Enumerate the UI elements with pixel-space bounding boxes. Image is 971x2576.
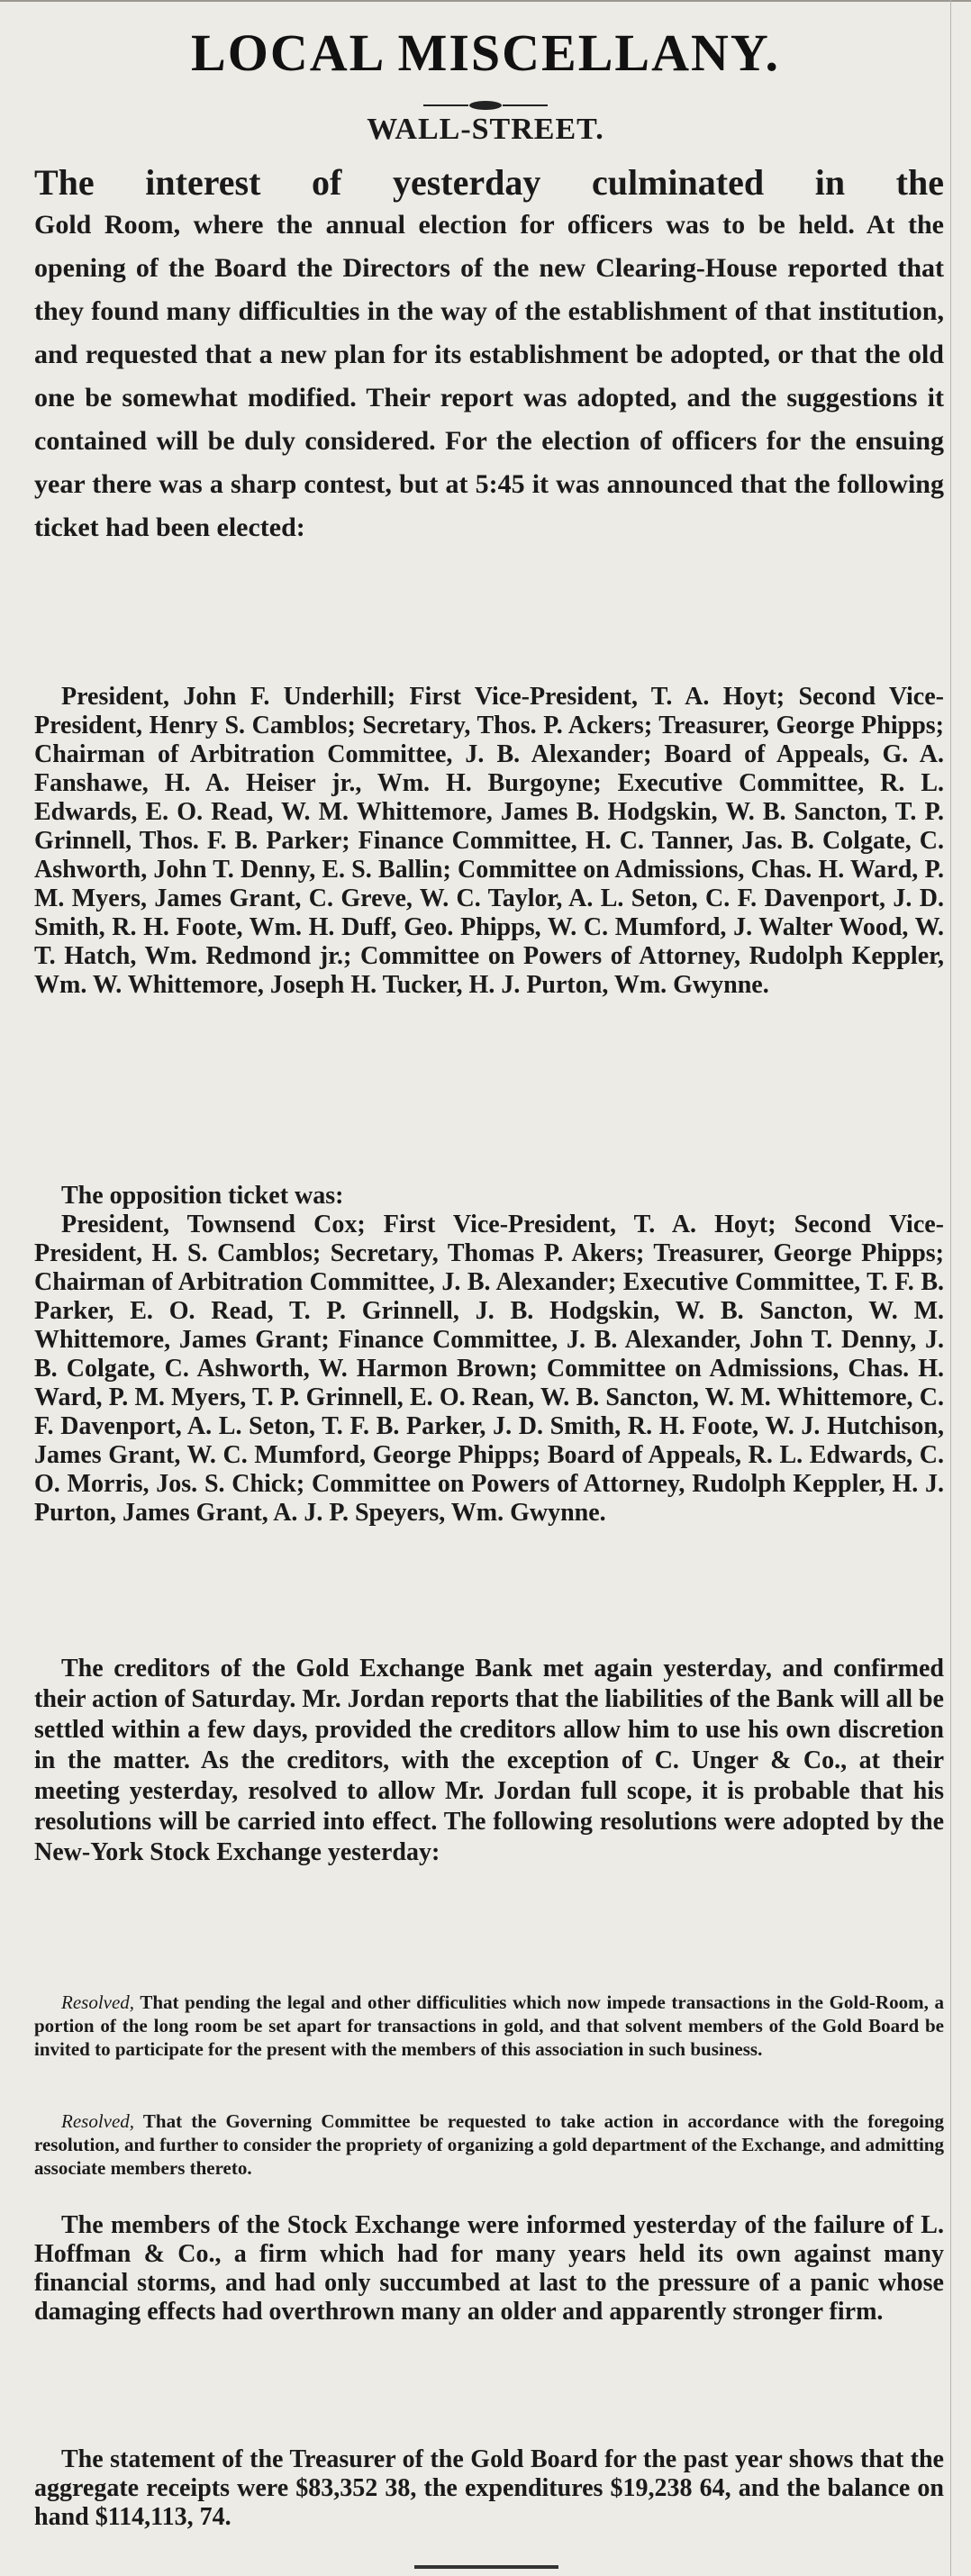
opposition-intro: The opposition ticket was: xyxy=(61,1182,344,1210)
resolution-2-text: That the Governing Committee be requested to take action in accordance with the foregoing resolution, and further to consider the propriety of organizing a gold department of the Exchange, and admitting associate members thereto. xyxy=(34,2110,944,2179)
hoffman-paragraph: The members of the Stock Exchange were informed yesterday of the failure of L. Hoffman & Co., a firm which had for many years held its own against many financial storms, and had only succumbed at last to the pressure of a panic whose damaging effects had overthrown many an older and apparently stronger firm. xyxy=(34,2211,944,2326)
resolution-2 xyxy=(34,2109,944,2180)
paragraph-gold-room: Gold Room, where the annual election for officers was to be held. At the opening of the Board the Directors of the new Clearing-House reported that they found many difficulties in the way of the establishment of that institution, and requested that a new plan for its establishment be adopted, or that the old one be somewhat modified. Their report was adopted, and the suggestions it contained will be duly considered. For the election of officers for the ensuing year there was a sharp contest, but at 5:45 it was announced that the following ticket had been elected: xyxy=(34,210,944,542)
subhead: WALL-STREET. xyxy=(367,113,604,146)
bottom-rule xyxy=(414,2565,558,2569)
opposition-ticket: President, Townsend Cox; First Vice-President, T. A. Hoyt; Second Vice-President, H. S. Camblos; Secretary, Thomas P. Akers; Treasurer, George Phipps; Chairman of Arbitration Committee, J. B. Alexander; Executive Committee, T. F. B. Parker, E. O. Read, T. P. Grinnell, J. B. Hodgskin, W. B. Sancton, W. M. Whittemore, James Grant; Finance Committee, J. B. Alexander, John T. Denny, J. B. Colgate, C. Ashworth, W. Harmon Brown; Committee on Admissions, Chas. H. Ward, P. M. Myers, T. P. Grinnell, E. O. Rean, W. B. Sancton, W. M. Whittemore, C. F. Davenport, A. L. Seton, T. F. B. Parker, J. D. Smith, R. H. Foote, W. J. Hutchison, James Grant, W. C. Mumford, George Phipps; Board of Appeals, R. L. Edwards, C. O. Morris, Jos. S. Chick; Committee on Powers of Attorney, Rudolph Keppler, H. J. Purton, James Grant, A. J. P. Speyers, Wm. Gwynne. xyxy=(34,1211,944,1527)
resolved-label: Resolved, xyxy=(61,2110,135,2132)
column-rule xyxy=(950,0,951,2576)
elected-ticket: President, John F. Underhill; First Vice-President, T. A. Hoyt; Second Vice-President, Henry S. Camblos; Secretary, Thos. P. Ackers; Treasurer, George Phipps; Chairman of Arbitration Committee, J. B. Alexander; Board of Appeals, G. A. Fanshawe, H. A. Heiser jr., Wm. H. Burgoyne; Executive Committee, R. L. Edwards, E. O. Read, W. M. Whittemore, James B. Hodgskin, W. B. Sancton, T. P. Grinnell, Thos. F. B. Parker; Finance Committee, H. C. Tanner, Jas. B. Colgate, C. Ashworth, John T. Denny, E. S. Ballin; Committee on Admissions, Chas. H. Ward, P. M. Myers, James Grant, C. Greve, W. C. Taylor, A. L. Seton, C. F. Davenport, J. D. Smith, R. H. Foote, Wm. H. Duff, Geo. Phipps, W. C. Mumford, J. Walter Wood, W. T. Hatch, Wm. Redmond jr.; Committee on Powers of Attorney, Rudolph Keppler, Wm. W. Whittemore, Joseph H. Tucker, H. J. Purton, Wm. Gwynne. xyxy=(34,683,944,999)
ornament-divider xyxy=(0,97,971,113)
top-rule xyxy=(0,0,971,2)
lead-line: The interest of yesterday culminated in the xyxy=(34,162,944,203)
resolution-1-text: That pending the legal and other difficulities which now impede transactions in the Gold-Room, a portion of the long room be set apart for transactions in gold, and that solvent members of the Gold Board be invited to participate for the present with the members of this association in such business. xyxy=(34,1991,944,2060)
resolution-1 xyxy=(34,1991,944,2061)
section-title: LOCAL MISCELLANY. xyxy=(191,23,780,82)
creditors-paragraph: The creditors of the Gold Exchange Bank met again yesterday, and confirmed their action of Saturday. Mr. Jordan reports that the liabilities of the Bank will all be settled within a few days, provided the creditors allow him to use his own discretion in the matter. As the creditors, with the exception of C. Unger & Co., at their meeting yesterday, resolved to allow Mr. Jordan full scope, it is probable that his resolutions will be carried into effect. The following resolutions were adopted by the New-York Stock Exchange yesterday: xyxy=(34,1655,944,1866)
resolved-label: Resolved, xyxy=(61,1991,135,2013)
treasurer-paragraph: The statement of the Treasurer of the Gold Board for the past year shows that the aggregate receipts were $83,352 38, the expenditures $19,238 64, and the balance on hand $114,113, 74. xyxy=(34,2445,944,2531)
